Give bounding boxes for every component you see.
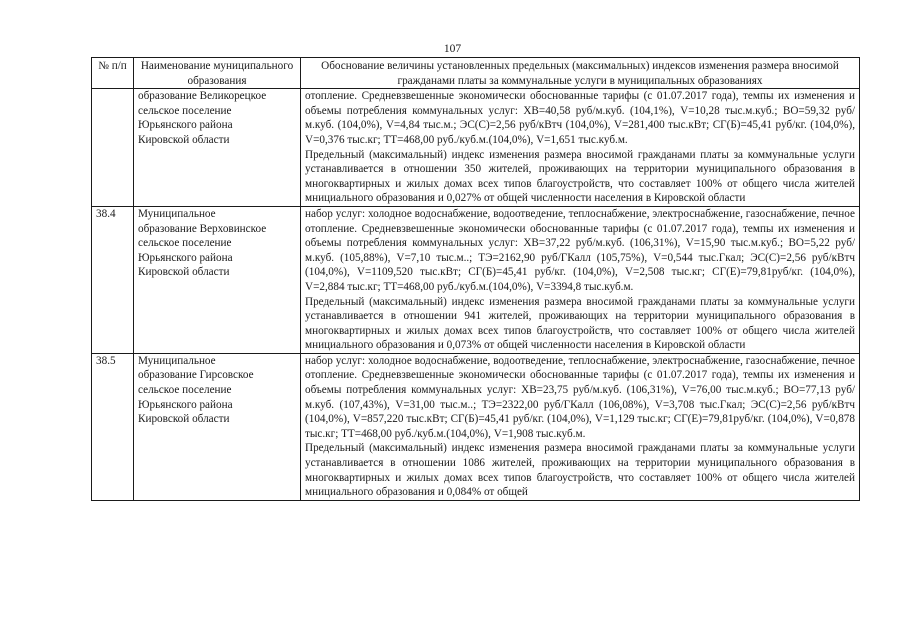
table-row <box>92 206 860 353</box>
limit-index-paragraph: Предельный (максимальный) индекс изменения размера вносимой гражданами платы за коммунальные услуги устанавливается в отношении 941 жителей, проживающих на территории муниципального образования в многоквартирных и жилых домах всех типов благоустройств, что составляет 100% от общего числа жителей мнициального образования и 0,073% от общей численности населения в Кировской области <box>305 295 855 352</box>
table-header-row <box>92 58 860 89</box>
name-line: Юрьянского района <box>138 398 233 411</box>
name-line: Юрьянского района <box>138 251 233 264</box>
row-municipality-name <box>134 89 301 207</box>
name-line: образование Великорецкое <box>138 90 267 103</box>
name-line: Юрьянского района <box>138 119 233 132</box>
row-num: 38.4 <box>92 206 134 353</box>
limit-index-paragraph: Предельный (максимальный) индекс изменения размера вносимой гражданами платы за коммунальные услуги устанавливается в отношении 1086 жителей, проживающих на территории муниципального образования в многоквартирных и жилых домах всех типов благоустройств, что составляет 100% от общего числа жителей мнициального образования и 0,084% от общей <box>305 442 855 499</box>
header-num: № п/п <box>92 58 134 89</box>
name-line: образование Верховинское <box>138 222 267 235</box>
name-line: Муниципальное <box>138 207 216 220</box>
page-number: 107 <box>443 43 462 55</box>
limit-index-paragraph: Предельный (максимальный) индекс изменения размера вносимой гражданами платы за коммунальные услуги устанавливается в отношении 350 жителей, проживающих на территории муниципального образования в многоквартирных и жилых домах всех типов благоустройств, что составляет 100% от общего числа жителей мнициального образования и 0,027% от общей численности населения в Кировской области <box>305 148 855 205</box>
row-justification <box>301 353 860 500</box>
name-line: Кировской области <box>138 413 230 426</box>
name-line: сельское поселение <box>138 237 232 250</box>
tariff-table <box>91 57 860 501</box>
header-justification: Обоснование величины установленных предельных (максимальных) индексов изменения размера вносимой гражданами платы за коммунальные услуги в муниципальных образованиях <box>301 58 860 89</box>
table-row <box>92 353 860 500</box>
row-justification <box>301 89 860 207</box>
name-line: Кировской области <box>138 266 230 279</box>
tariff-paragraph: отопление. Средневзвешенные экономически обоснованные тарифы (с 01.07.2017 года), темпы их изменения и объемы потребления коммунальных услуг: ХВ=40,58 руб/м.куб. (104,1%), V=10,28 тыс.м.куб.; ВО=59,32 руб/м.куб. (104,0%), V=4,84 тыс.м.; ЭС(С)=2,56 руб/кВтч (104,0%), V=281,400 тыс.кВт; СГ(Б)=45,41 руб/кг. (104,0%), V=0,376 тыс.кг; ТТ=468,00 руб./куб.м.(104,0%), V=1,651 тыс.куб.м. <box>305 90 855 146</box>
row-municipality-name <box>134 353 301 500</box>
header-name: Наименование муниципального образования <box>134 58 301 89</box>
table-row <box>92 89 860 207</box>
row-municipality-name <box>134 206 301 353</box>
row-justification <box>301 206 860 353</box>
tariff-paragraph: набор услуг: холодное водоснабжение, водоотведение, теплоснабжение, электроснабжение, газоснабжение, печное отопление. Средневзвешенные экономически обоснованные тарифы (с 01.07.2017 года), темпы их изменения и объемы потребления коммунальных услуг: ХВ=37,22 руб/м.куб. (106,31%), V=15,90 тыс.м.куб.; ВО=5,22 руб/м.куб. (105,88%), V=7,10 тыс.м..; ТЭ=2162,90 руб/ГКалл (105,75%), V=0,544 тыс.Гкал; ЭС(С)=2,56 руб/кВтч (104,0%), V=1109,520 тыс.кВт; СГ(Б)=45,41 руб/кг. (104,0%), V=2,508 тыс.кг; СГ(Е)=79,81руб/кг. (104,0%), V=2,884 тыс.кг; ТТ=468,00 руб./куб.м.(104,0%), V=3394,8 тыс.куб.м. <box>305 207 855 293</box>
name-line: Муниципальное <box>138 354 216 367</box>
row-num <box>92 89 134 207</box>
tariff-paragraph: набор услуг: холодное водоснабжение, водоотведение, теплоснабжение, электроснабжение, газоснабжение, печное отопление. Средневзвешенные экономически обоснованные тарифы (с 01.07.2017 года), темпы их изменения и объемы потребления коммунальных услуг: ХВ=23,75 руб/м.куб. (106,31%), V=76,00 тыс.м.куб.; ВО=77,13 руб/м.куб. (107,43%), V=31,00 тыс.м..; ТЭ=2322,00 руб/ГКалл (106,08%), V=3,708 тыс.Гкал; ЭС(С)=2,56 руб/кВтч (104,0%), V=857,220 тыс.кВт; СГ(Б)=45,41 руб/кг. (104,0%), V=1,129 тыс.кг; СГ(Е)=79,81руб/кг. (104,0%), V=0,878 тыс.кг; ТТ=468,00 руб./куб.м.(104,0%), V=1,908 тыс.куб.м. <box>305 354 855 440</box>
name-line: сельское поселение <box>138 104 232 117</box>
name-line: сельское поселение <box>138 384 232 397</box>
name-line: Кировской области <box>138 133 230 146</box>
row-num: 38.5 <box>92 353 134 500</box>
name-line: образование Гирсовское <box>138 369 254 382</box>
